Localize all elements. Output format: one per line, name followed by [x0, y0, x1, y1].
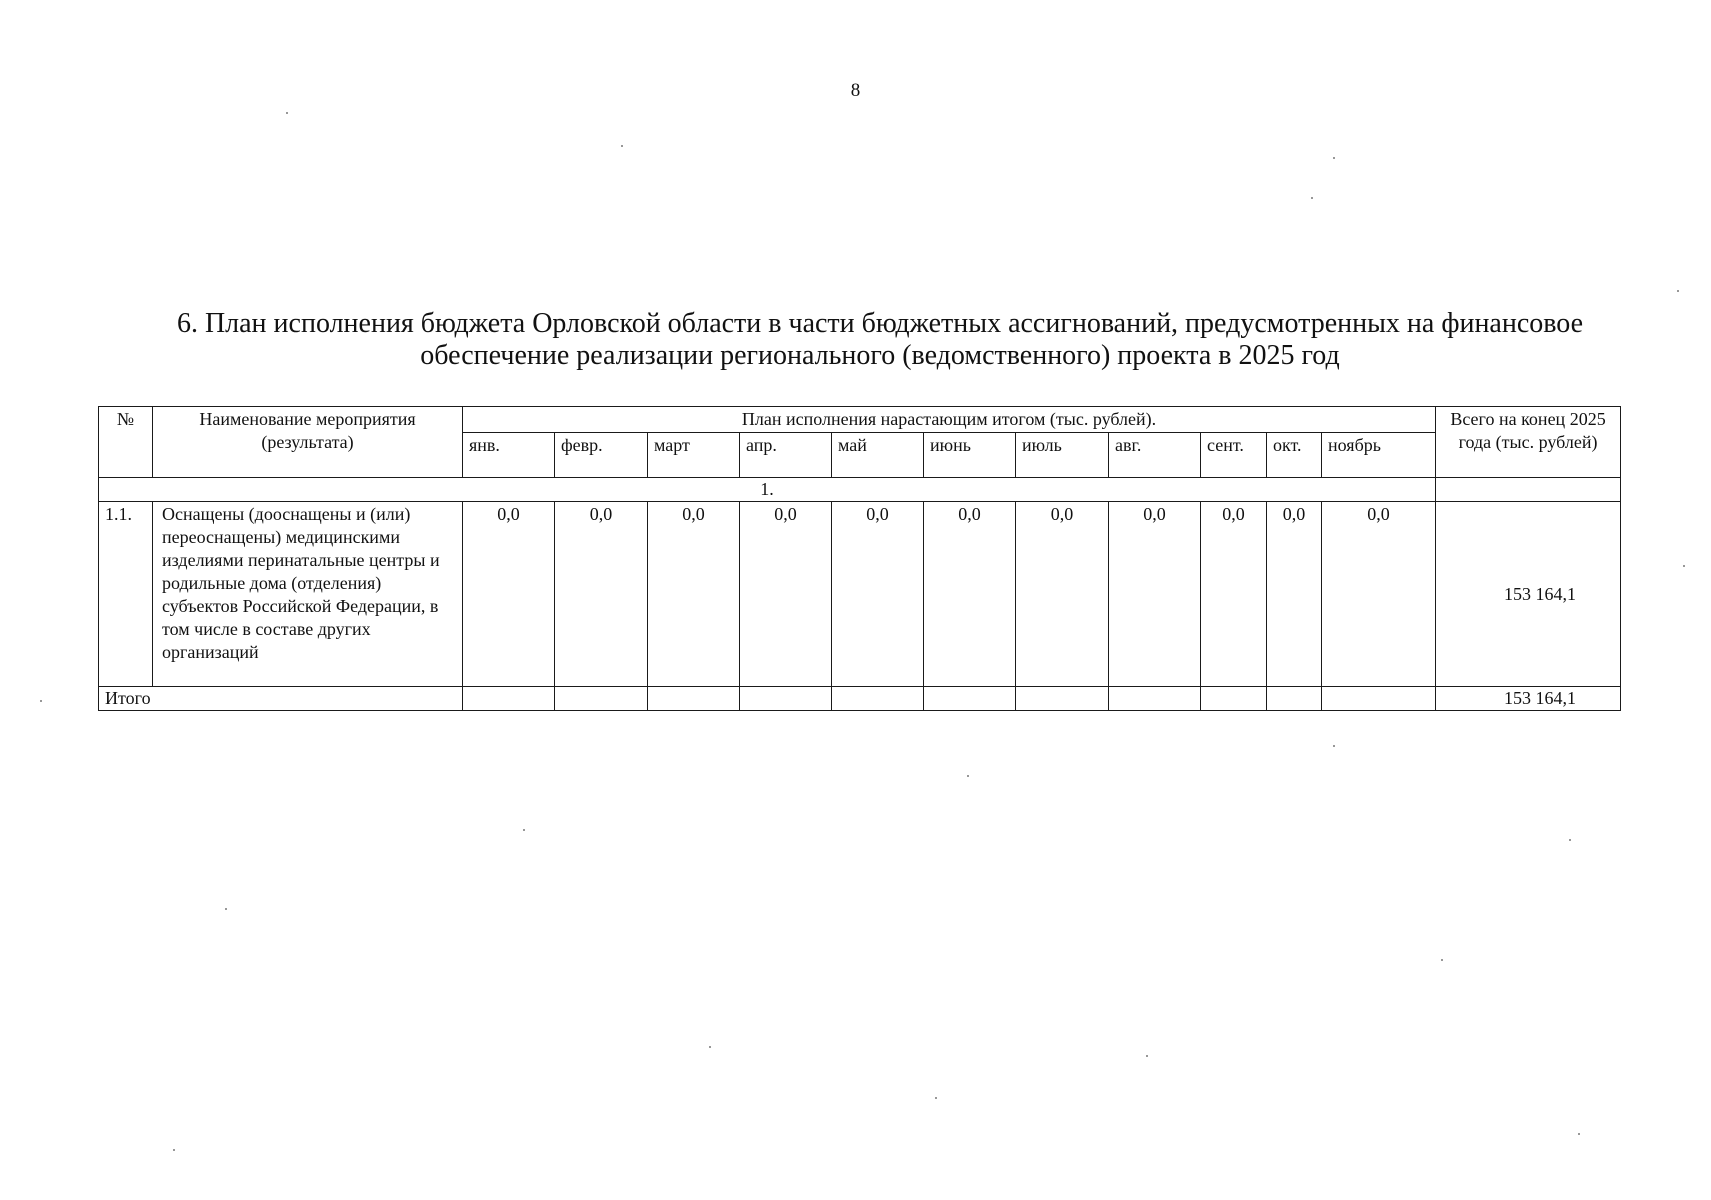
row-month-value: 0,0	[740, 502, 832, 687]
header-month: май	[832, 433, 924, 478]
row-month-value: 0,0	[832, 502, 924, 687]
document-title-line-1: 6. План исполнения бюджета Орловской области в части бюджетных ассигнований, предусмотренных на финансовое	[176, 308, 1584, 339]
document-title-line-2: обеспечение реализации регионального (ведомственного) проекта в 2025 год	[420, 340, 1340, 371]
header-year-total: Всего на конец 2025 года (тыс. рублей)	[1436, 407, 1621, 478]
scan-speck	[621, 145, 623, 147]
header-month: июнь	[924, 433, 1016, 478]
document-title	[140, 308, 1620, 372]
total-empty-cell	[1016, 687, 1109, 711]
header-month: авг.	[1109, 433, 1201, 478]
row-month-value: 0,0	[1109, 502, 1201, 687]
table-header-row-1	[99, 407, 1621, 433]
table-total-row	[99, 687, 1621, 711]
scan-speck	[1578, 1133, 1580, 1135]
budget-plan-table	[98, 406, 1621, 711]
header-month: сент.	[1201, 433, 1267, 478]
row-month-value: 0,0	[555, 502, 648, 687]
scan-speck	[709, 1046, 711, 1048]
total-empty-cell	[1201, 687, 1267, 711]
row-month-value: 0,0	[1322, 502, 1436, 687]
scan-speck	[967, 775, 969, 777]
scan-speck	[1333, 745, 1335, 747]
section-empty-cell	[1436, 478, 1621, 502]
scan-speck	[225, 908, 227, 910]
row-year-total: 153 164,1	[1436, 502, 1621, 687]
header-month: янв.	[463, 433, 555, 478]
header-month: март	[648, 433, 740, 478]
row-number: 1.1.	[99, 502, 153, 687]
total-empty-cell	[463, 687, 555, 711]
header-month: июль	[1016, 433, 1109, 478]
row-month-value: 0,0	[1267, 502, 1322, 687]
scan-speck	[1683, 565, 1685, 567]
page-number: 8	[850, 80, 861, 101]
header-plan: План исполнения нарастающим итогом (тыс. рублей).	[463, 407, 1436, 433]
row-month-value: 0,0	[1016, 502, 1109, 687]
header-number: №	[99, 407, 153, 478]
scan-speck	[1311, 197, 1313, 199]
row-month-value: 0,0	[648, 502, 740, 687]
total-empty-cell	[1109, 687, 1201, 711]
scan-speck	[523, 829, 525, 831]
total-empty-cell	[924, 687, 1016, 711]
row-month-value: 0,0	[463, 502, 555, 687]
row-activity-name: Оснащены (дооснащены и (или) переоснащены) медицинскими изделиями перинатальные центры и родильные дома (отделения) субъектов Российской Федерации, в том числе в составе других организаций	[153, 502, 463, 687]
row-month-value: 0,0	[1201, 502, 1267, 687]
section-label: 1.	[99, 478, 1436, 502]
header-month: апр.	[740, 433, 832, 478]
scan-speck	[1333, 157, 1335, 159]
total-empty-cell	[1322, 687, 1436, 711]
total-label: Итого	[99, 687, 463, 711]
table-row	[99, 502, 1621, 687]
row-month-value: 0,0	[924, 502, 1016, 687]
scan-speck	[40, 700, 42, 702]
header-activity-name: Наименование мероприятия (результата)	[153, 407, 463, 478]
total-value: 153 164,1	[1436, 687, 1621, 711]
total-empty-cell	[648, 687, 740, 711]
scan-speck	[1146, 1055, 1148, 1057]
scan-speck	[935, 1097, 937, 1099]
header-month: ноябрь	[1322, 433, 1436, 478]
table-section-row	[99, 478, 1621, 502]
total-empty-cell	[832, 687, 924, 711]
total-empty-cell	[1267, 687, 1322, 711]
total-empty-cell	[740, 687, 832, 711]
scan-speck	[1569, 839, 1571, 841]
total-empty-cell	[555, 687, 648, 711]
scan-speck	[286, 112, 288, 114]
header-month: окт.	[1267, 433, 1322, 478]
scan-speck	[173, 1149, 175, 1151]
scan-speck	[1441, 959, 1443, 961]
header-month: февр.	[555, 433, 648, 478]
scan-speck	[1677, 290, 1679, 292]
